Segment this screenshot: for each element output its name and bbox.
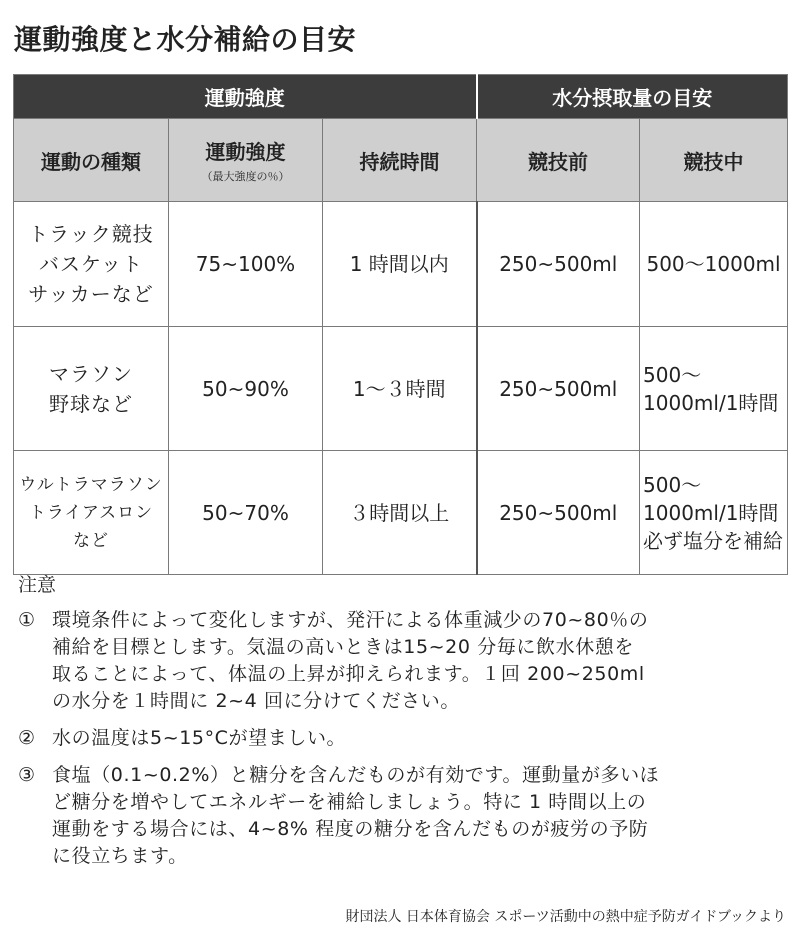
group-header-row xyxy=(14,75,788,119)
note-item: ③ 食塩（0.1~0.2%）と糖分を含んだものが有効です。運動量が多いほ ど糖分を増やしてエネルギーを補給しましょう。特に 1 時間以上の 運動をする場合には、4~8% 程度の糖分を含んだものが疲労の予防 に役立ちます。 xyxy=(18,764,660,867)
cell-type: トラック競技 バスケット サッカーなど xyxy=(14,202,169,327)
column-header-row xyxy=(14,119,788,202)
cell-during: 500〜 1000ml/1時間 xyxy=(640,327,788,451)
cell-type: ウルトラマラソン トライアスロン など xyxy=(14,451,169,575)
cell-before: 250~500ml xyxy=(477,202,640,327)
note-number: ② xyxy=(18,727,36,749)
cell-intensity: 50~70% xyxy=(169,451,323,575)
cell-intensity: 50~90% xyxy=(169,327,323,451)
table-row xyxy=(14,327,788,451)
note-item: ② 水の温度は5~15°Cが望ましい。 xyxy=(18,725,788,752)
notes-section xyxy=(18,572,788,880)
cell-before: 250~500ml xyxy=(477,327,640,451)
notes-heading: 注意 xyxy=(18,574,57,596)
page-title: 運動強度と水分補給の目安 xyxy=(14,23,357,56)
note-number: ③ xyxy=(18,764,36,786)
column-header-before: 競技前 xyxy=(477,119,640,202)
group-header-water-intake: 水分摂取量の目安 xyxy=(477,75,788,119)
column-header-during: 競技中 xyxy=(640,119,788,202)
cell-during: 500〜 1000ml/1時間 必ず塩分を補給 xyxy=(640,451,788,575)
group-header-intensity: 運動強度 xyxy=(14,75,477,119)
table-row xyxy=(14,202,788,327)
note-number: ① xyxy=(18,609,36,631)
cell-duration: ３時間以上 xyxy=(323,451,477,575)
cell-intensity: 75~100% xyxy=(169,202,323,327)
column-header-intensity: 運動強度 （最大強度の％） xyxy=(169,119,323,202)
hydration-guide-table xyxy=(13,74,788,575)
table-row xyxy=(14,451,788,575)
cell-during: 500〜1000ml xyxy=(640,202,788,327)
cell-duration: 1 時間以内 xyxy=(323,202,477,327)
note-item: ① 環境条件によって変化しますが、発汗による体重減少の70~80％の 補給を目標とします。気温の高いときは15~20 分毎に飲水休憩を 取ることによって、体温の上昇が抑えられます。１回 200~250ml の水分を１時間に 2~4 回に分けてください。 xyxy=(18,609,649,712)
cell-type: マラソン 野球など xyxy=(14,327,169,451)
cell-duration: 1〜３時間 xyxy=(323,327,477,451)
source-citation: 財団法人 日本体育協会 スポーツ活動中の熱中症予防ガイドブックより xyxy=(345,909,786,925)
column-header-intensity-sub: （最大強度の％） xyxy=(201,170,290,183)
cell-before: 250~500ml xyxy=(477,451,640,575)
column-header-duration: 持続時間 xyxy=(323,119,477,202)
column-header-type: 運動の種類 xyxy=(14,119,169,202)
